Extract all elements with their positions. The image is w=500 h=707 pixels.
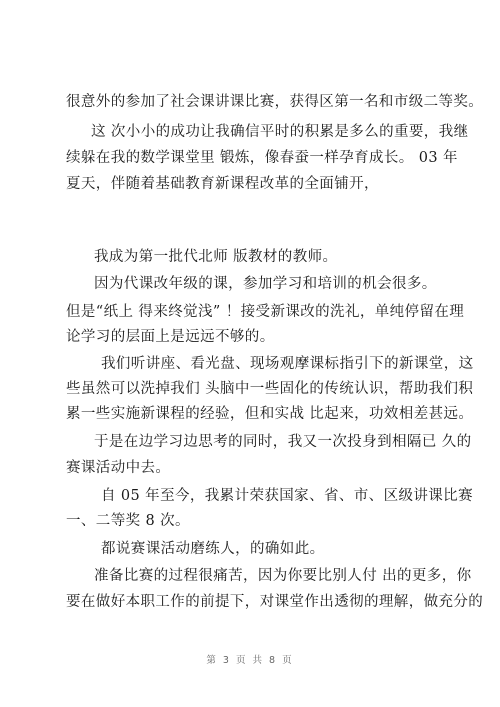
- text-line: 都说赛课活动磨练人，的确如此。: [101, 541, 325, 557]
- text-line: 但是“纸上 得来终觉浅” ！接受新课改的洗礼，单纯停留在理: [66, 304, 465, 320]
- text-line: 准备比赛的过程很痛苦，因为你要比别人付 出的更多，你: [94, 568, 472, 584]
- text-line: 续躲在我的数学课堂里 锻炼，像春蚕一样孕育成长。 03 年: [66, 150, 458, 166]
- text-line: 累一些实施新课程的经验，但和实战 比起来，功效相差甚远。: [66, 406, 474, 422]
- text-line: 这 次小小的成功让我确信平时的积累是多么的重要，我继: [91, 124, 469, 140]
- text-line: 很意外的参加了社会课讲课比赛，获得区第一名和市级二等奖。: [66, 94, 484, 110]
- text-line: 些虽然可以洗掉我们 头脑中一些固化的传统认识，帮助我们积: [66, 381, 474, 397]
- page-number-footer: 第 3 页 共 8 页: [206, 655, 294, 666]
- text-line: 要在做好本职工作的前提下，对课堂作出透彻的理解，做充分的: [66, 594, 484, 610]
- text-line: 我成为第一批代北师 版教材的教师。: [94, 249, 338, 265]
- text-line: 我们听讲座、看光盘、现场观摩课标指引下的新课堂，这: [101, 356, 474, 372]
- text-line: 赛课活动中去。: [66, 460, 171, 476]
- text-line: 夏天，伴随着基础教育新课程改革的全面铺开，: [66, 176, 379, 192]
- text-line: 因为代课改年级的课，参加学习和培训的机会很多。: [94, 276, 437, 292]
- text-line: 于是在边学习边思考的同时，我又一次投身到相隔已 久的: [94, 434, 472, 450]
- text-line: 论学习的层面上是远远不够的。: [66, 329, 275, 345]
- text-line: 自 05 年至今，我累计荣获国家、省、市、区级讲课比赛: [101, 488, 473, 504]
- text-line: 一、二等奖 8 次。: [66, 513, 190, 529]
